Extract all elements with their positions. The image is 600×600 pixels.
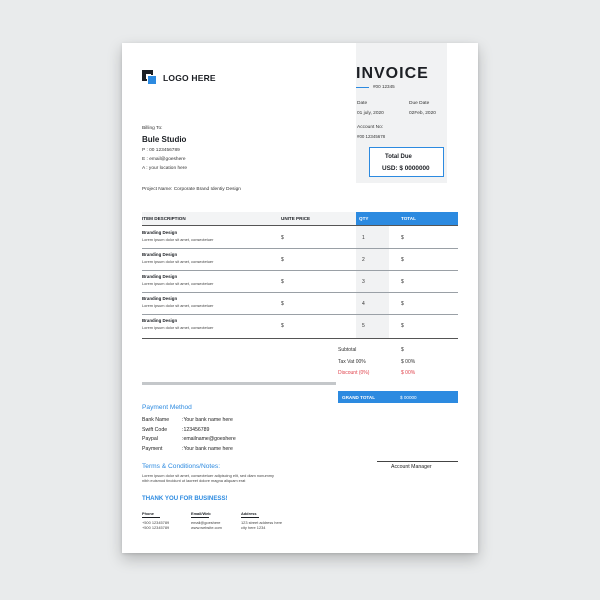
row-2-qty: 2 <box>362 257 365 263</box>
footer-address-2: city here 1234 <box>241 525 266 530</box>
project-name: Project Name: Corporate Brand Identiy Design <box>142 187 241 192</box>
logo <box>142 70 216 85</box>
payment-bank-value: :Your bank name here <box>182 417 233 423</box>
row-3-total: $ <box>401 279 404 285</box>
invoice-page <box>122 43 478 553</box>
row-4-title: Branding Design <box>142 296 178 301</box>
logo-text: LOGO HERE <box>163 72 216 83</box>
payment-payment-value: :Your bank name here <box>182 446 233 452</box>
account-value: #00 12345678 <box>357 134 386 139</box>
row-5-price: $ <box>281 323 284 329</box>
footer-phone-1: +500 12345789 <box>142 520 170 525</box>
footer-phone-label: Phone <box>142 511 160 518</box>
date-value: 01 july, 2020 <box>357 111 384 116</box>
row-separator <box>142 270 458 271</box>
footer-email <box>191 511 222 530</box>
row-2-desc: Lorem ipsum dolor sit amet, consectetuer <box>142 259 214 264</box>
row-3-qty: 3 <box>362 279 365 285</box>
total-due-label: Total Due <box>385 154 412 160</box>
footer-address-1: 123 street address here <box>241 520 283 525</box>
billing-email: E : email@goeshere <box>142 157 186 162</box>
payment-title: Payment Method <box>142 404 192 411</box>
row-1-price: $ <box>281 235 284 241</box>
row-4-qty: 4 <box>362 301 365 307</box>
terms-text: Lorem ipsum dolor sit amet, consectetuer adipiscing elit, sed diam nonummy nibh euismod tincidunt ut laoreet dolore magna aliquam erat <box>142 473 274 484</box>
discount-value: $ 00% <box>401 370 416 376</box>
tax-label: Tax Vat 00% <box>338 359 366 365</box>
row-1-title: Branding Design <box>142 230 178 235</box>
account-label: Account No: <box>357 125 384 130</box>
grand-total-value: $ 00000 <box>400 394 417 400</box>
total-due-value: USD: $ 0000000 <box>382 165 430 172</box>
due-date-label: Due Date <box>409 101 430 106</box>
billing-name: Bule Studio <box>142 135 187 144</box>
th-item-description: ITEM DESCRIPTION <box>142 216 186 221</box>
row-5-title: Branding Design <box>142 318 178 323</box>
row-separator <box>142 248 458 249</box>
table-bottom-rule <box>142 338 458 339</box>
billing-label: Billing To: <box>142 126 163 131</box>
footer-address-label: Address <box>241 511 259 518</box>
th-unit-price: UNITE PRICE <box>281 216 311 221</box>
invoice-title: INVOICE <box>356 65 429 82</box>
row-5-total: $ <box>401 323 404 329</box>
payment-paypal-label: Paypal <box>142 436 158 442</box>
row-separator <box>142 314 458 315</box>
th-qty: QTY <box>359 216 369 221</box>
row-1-desc: Lorem ipsum dolor sit amet, consectetuer <box>142 237 214 242</box>
title-rule <box>356 87 369 88</box>
billing-address: A : your location here <box>142 166 188 171</box>
subtotal-value: $ <box>401 347 404 353</box>
row-1-total: $ <box>401 235 404 241</box>
payment-swift-label: Swift Code <box>142 427 168 433</box>
row-4-price: $ <box>281 301 284 307</box>
qty-column-bg <box>356 226 389 338</box>
row-3-title: Branding Design <box>142 274 178 279</box>
signature-label: Account Manager <box>391 464 432 470</box>
row-2-price: $ <box>281 257 284 263</box>
tax-value: $ 00% <box>401 359 416 365</box>
row-separator <box>142 292 458 293</box>
grand-total-label: GRAND TOTAL <box>342 394 376 400</box>
summary-divider <box>142 382 336 385</box>
footer-address <box>241 511 282 530</box>
row-1-qty: 1 <box>362 235 365 241</box>
payment-swift-value: :123456789 <box>182 427 210 433</box>
row-2-title: Branding Design <box>142 252 178 257</box>
row-5-qty: 5 <box>362 323 365 329</box>
thank-you-text: THANK YOU FOR BUSINESS! <box>142 495 228 502</box>
footer-email-label: Email/Web <box>191 511 211 516</box>
footer-email-1: email@goeshere <box>191 520 221 525</box>
payment-paypal-value: :emailname@goeshere <box>182 436 236 442</box>
row-3-price: $ <box>281 279 284 285</box>
subtotal-label: Subtotal <box>338 347 357 353</box>
date-label: Date <box>357 101 368 106</box>
logo-mark-icon <box>142 70 157 85</box>
row-3-desc: Lorem ipsum dolor sit amet, consectetuer <box>142 281 214 286</box>
billing-phone: P : 00 123456789 <box>142 148 180 153</box>
invoice-number: #00 12345 <box>373 84 395 89</box>
grand-total-bar <box>338 391 458 403</box>
terms-title: Terms & Conditions/Notes: <box>142 463 221 470</box>
signature-line <box>377 461 458 462</box>
footer-phone-2: +500 12345789 <box>142 525 170 530</box>
discount-label: Discount (0%) <box>338 370 370 376</box>
row-4-total: $ <box>401 301 404 307</box>
th-total: TOTAL <box>401 216 416 221</box>
row-2-total: $ <box>401 257 404 263</box>
footer-phone <box>142 511 169 530</box>
due-date-value: 02Feb, 2020 <box>409 111 436 116</box>
row-5-desc: Lorem ipsum dolor sit amet, consectetuer <box>142 325 214 330</box>
payment-payment-label: Payment <box>142 446 163 452</box>
footer-web: www.website.com <box>191 525 222 530</box>
payment-bank-label: Bank Name <box>142 417 170 423</box>
total-due-box <box>369 147 444 177</box>
row-4-desc: Lorem ipsum dolor sit amet, consectetuer <box>142 303 214 308</box>
